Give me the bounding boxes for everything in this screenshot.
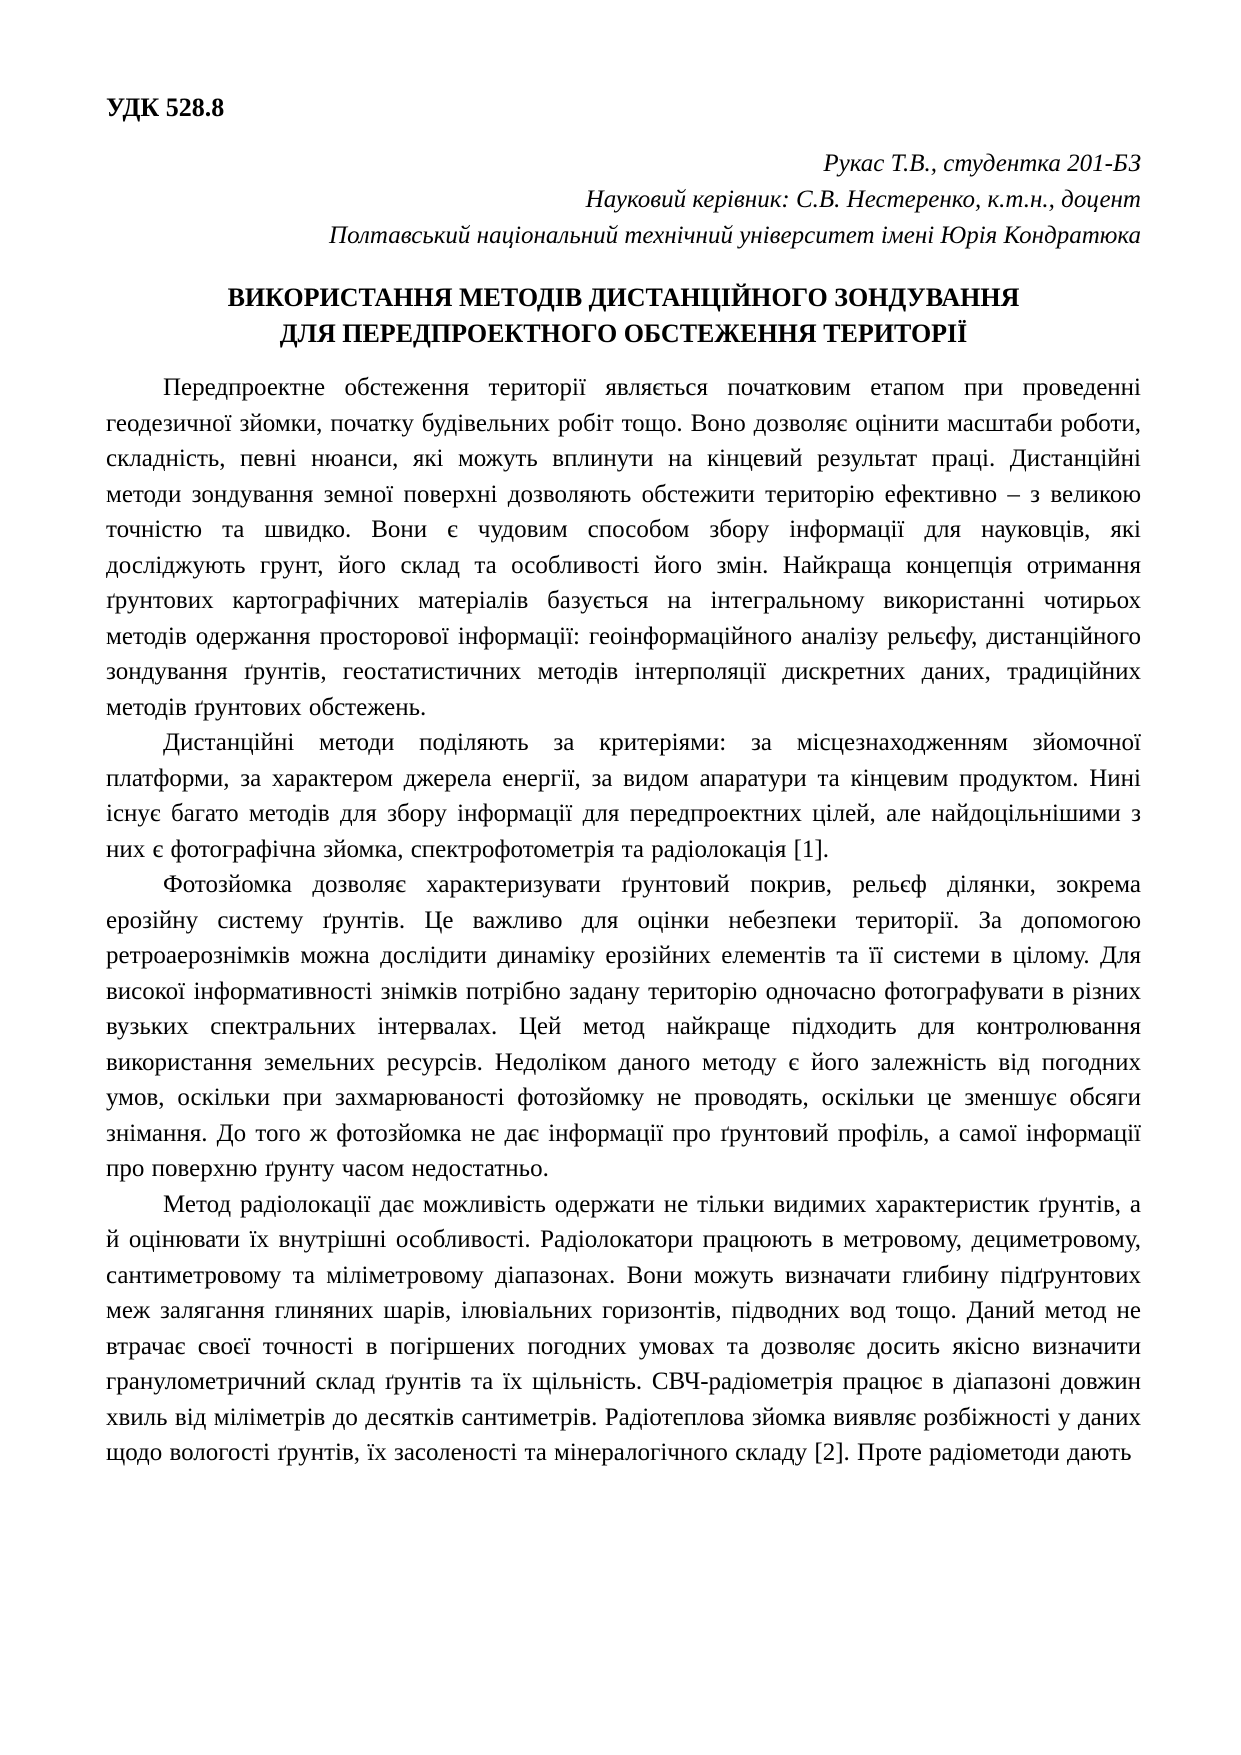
body-paragraph-2: Дистанційні методи поділяють за критеріями: за місцезнаходженням зйомочної платформи, за характером джерела енергії, за видом апаратури та кінцевим продуктом. Нині існує багато методів для збору інформації для передпроектних цілей, але найдоцільнішими з них є фотографічна зйомка, спектрофотометрія та радіолокація [1]. [106, 729, 1141, 863]
byline-block [106, 146, 1141, 254]
supervisor-line: Науковий керівник: С.В. Нестеренко, к.т.н., доцент [585, 186, 1141, 213]
author-line: Рукас Т.В., студентка 201-БЗ [823, 150, 1141, 177]
udc-code: УДК 528.8 [106, 93, 225, 122]
body-paragraph-3: Фотозйомка дозволяє характеризувати ґрунтовий покрив, рельєф ділянки, зокрема ерозійну систему ґрунтів. Це важливо для оцінки небезпеки території. За допомогою ретроаерознімків можна дослідити динаміку ерозійних елементів та її системи в цілому. Для високої інформативності знімків потрібно задану територію одночасно фотографувати в різних вузьких спектральних інтервалах. Цей метод найкраще підходить для контролювання використання земельних ресурсів. Недоліком даного методу є його залежність від погодних умов, оскільки при захмарюваності фотозйомку не проводять, оскільки це зменшує обсяги знімання. До того ж фотозйомка не дає інформації про ґрунтовий профіль, а самої інформації про поверхню ґрунту часом недостатньо. [106, 871, 1141, 1182]
paper-title-line-1: ВИКОРИСТАННЯ МЕТОДІВ ДИСТАНЦІЙНОГО ЗОНДУВАННЯ [227, 283, 1020, 312]
body-paragraph-1: Передпроектне обстеження території являється початковим етапом при проведенні геодезичної зйомки, початку будівельних робіт тощо. Воно дозволяє оцінити масштаби роботи, складність, певні нюанси, які можуть вплинути на кінцевий результат праці. Дистанційні методи зондування земної поверхні дозволяють обстежити територію ефективно – з великою точністю та швидко. Вони є чудовим способом збору інформації для науковців, які досліджують грунт, його склад та особливості його змін. Найкраща концепція отримання ґрунтових картографічних матеріалів базується на інтегральному використанні чотирьох методів одержання просторової інформації: геоінформаційного аналізу рельєфу, дистанційного зондування ґрунтів, геостатистичних методів інтерполяції дискретних даних, традиційних методів ґрунтових обстежень. [106, 374, 1141, 721]
affiliation-line: Полтавський національний технічний університет імені Юрія Кондратюка [329, 222, 1141, 249]
body-paragraph-4: Метод радіолокації дає можливість одержати не тільки видимих характеристик ґрунтів, а й оцінювати їх внутрішні особливості. Радіолокатори працюють в метровому, дециметровому, сантиметровому та міліметровому діапазонах. Вони можуть визначати глибину підґрунтових меж залягання глиняних шарів, ілювіальних горизонтів, підводних вод тощо. Даний метод не втрачає своєї точності в погіршених погодних умовах та дозволяє досить якісно визначити гранулометричний склад ґрунтів та їх щільність. СВЧ-радіометрія працює в діапазоні довжин хвиль від міліметрів до десятків сантиметрів. Радіотеплова зйомка виявляє розбіжності у даних щодо вологості ґрунтів, їх засоленості та мінералогічного складу [2]. Проте радіометоди дають [106, 1190, 1141, 1466]
paper-title-line-2: ДЛЯ ПЕРЕДПРОЕКТНОГО ОБСТЕЖЕННЯ ТЕРИТОРІЇ [279, 319, 968, 348]
paper-title [106, 280, 1141, 352]
